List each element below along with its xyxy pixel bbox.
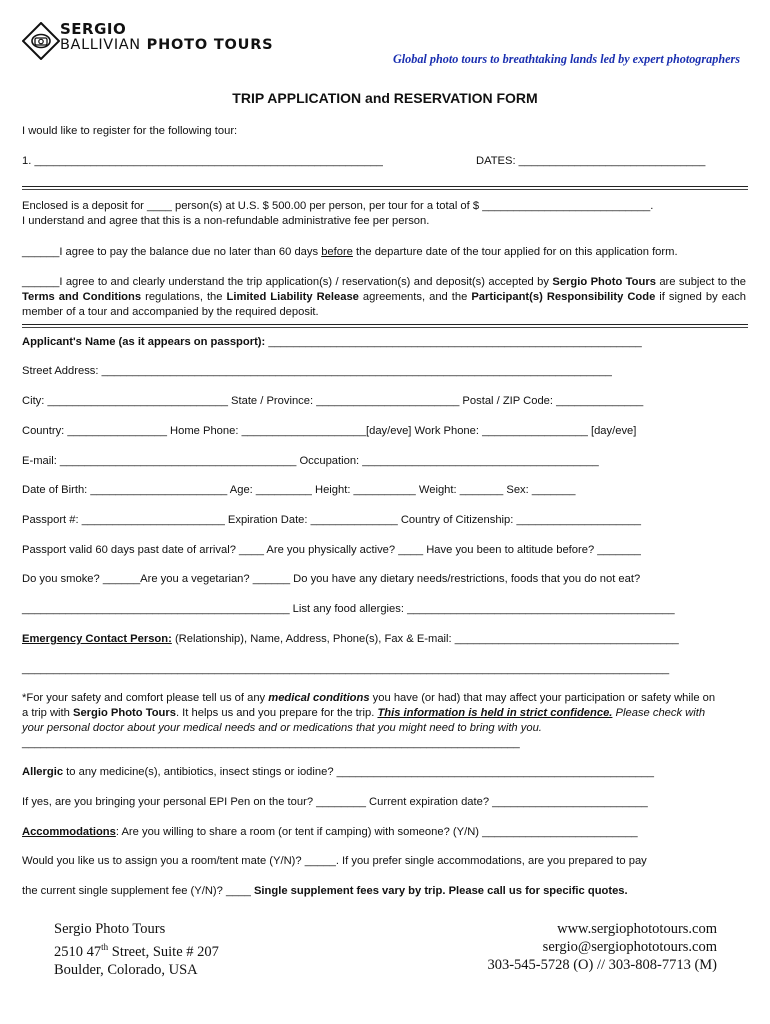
tagline: Global photo tours to breathtaking lands led by expert photographers [392,52,740,66]
passport-row[interactable]: Passport #: _______________________ Expiration Date: ______________ Country of Citizenship: ____________________ [22,514,641,526]
single-supplement-text[interactable]: the current single supplement fee (Y/N)? ____ [22,885,254,897]
emergency-contact-blank[interactable]: ________________________________________________________________________________________________________ [22,663,670,675]
divider [22,186,748,187]
accommodations-text[interactable]: : Are you willing to share a room (or tent if camping) with someone? (Y/N) _________________________ [115,826,638,838]
brand-photo-tours: PHOTO TOURS [146,37,274,53]
emergency-contact-row[interactable] [22,633,679,645]
footer-street-name: Street, Suite # 207 [108,943,219,960]
deposit-line[interactable]: Enclosed is a deposit for ____ person(s) at U.S. $ 500.00 per person, per tour for a total of $ ___________________________. [22,200,654,212]
single-supplement-note: Single supplement fees vary by trip. Please call us for specific quotes. [253,885,628,897]
city-state-zip-row[interactable]: City: _____________________________ State / Province: _______________________ Postal / ZIP Code: ______________ [22,395,644,407]
agree-terms-text: ______I agree to and clearly understand the trip application(s) / reservation(s) and deposit(s) accepted by [22,276,553,288]
emergency-contact-label: Emergency Contact Person: [22,633,172,645]
epi-pen-row[interactable]: If yes, are you bringing your personal EPI Pen on the tour? ________ Current expiration date? _________________________ [22,796,648,808]
divider [22,189,748,190]
footer-street [54,938,219,961]
allergic-text[interactable]: to any medicine(s), antibiotics, insect stings or iodine? ___________________________________________________ [63,766,654,778]
footer-city: Boulder, Colorado, USA [54,961,198,978]
company-name-bold: Sergio Photo Tours [552,276,656,288]
assign-roommate-row[interactable]: Would you like us to assign you a room/tent mate (Y/N)? _____. If you prefer single accommodations, are you prepared to pay [22,855,647,867]
footer-company: Sergio Photo Tours [54,921,166,937]
emergency-contact-text[interactable]: (Relationship), Name, Address, Phone(s), Fax & E-mail: ____________________________________ [171,633,679,645]
medical-advice-text: Please check with your personal doctor about your medical needs and or medications that you might need to bring with you. [22,707,706,734]
brand-surname: BALLIVIAN [60,37,141,53]
accommodations-row[interactable] [22,826,638,838]
intro-text: I would like to register for the following tour: [22,125,238,137]
passport-valid-row[interactable]: Passport valid 60 days past date of arrival? ____ Are you physically active? ____ Have you been to altitude before? _______ [22,544,641,556]
divider [22,324,748,325]
medical-text: *For your safety and comfort please tell us of any [22,692,269,704]
single-supplement-row[interactable] [22,885,628,897]
applicant-name-label: Applicant's Name (as it appears on passport): [22,336,266,348]
medical-conditions-bold: medical conditions [268,692,370,704]
allergic-label: Allergic [22,766,64,778]
footer-phones: 303-545-5728 (O) // 303-808-7713 (M) [487,957,717,973]
terms-conditions-bold: Terms and Conditions [22,291,142,303]
deposit-note: I understand and agree that this is a non-refundable administrative fee per person. [22,215,430,227]
footer-street-number: 2510 47 [54,943,102,960]
agree-terms-text: if signed by each member of a tour and accompanied by the required deposit. [22,291,746,318]
agree-balance-text-end: the departure date of the tour applied for on this application form. [352,246,678,258]
divider [22,327,748,328]
agree-terms-text: regulations, the [141,291,227,303]
company-name-bold: Sergio Photo Tours [72,707,176,719]
footer-contact [487,920,717,974]
confidential-notice: This information is held in strict confidence. [377,707,613,719]
agree-balance-paragraph [22,245,746,260]
agree-terms-text: are subject to the [655,276,747,288]
street-address-field[interactable]: Street Address: __________________________________________________________________________________ [22,365,612,377]
brand-name-line1: SERGIO [60,20,127,38]
footer-address [54,920,219,979]
medical-conditions-paragraph[interactable] [22,691,722,751]
footer-email[interactable]: sergio@sergiophototours.com [542,939,717,955]
dob-age-height-row[interactable]: Date of Birth: ______________________ Age: _________ Height: __________ Weight: _______ Sex: _______ [22,484,576,496]
food-allergies-row[interactable]: ___________________________________________ List any food allergies: ___________________________________________ [22,603,675,615]
agree-balance-before: before [321,246,353,258]
form-title: TRIP APPLICATION and RESERVATION FORM [232,90,538,106]
footer-street-suffix: th [101,942,109,952]
applicant-name-blank[interactable]: ____________________________________________________________ [265,336,642,348]
footer-website[interactable]: www.sergiophototours.com [557,921,717,937]
applicant-name-field[interactable] [22,336,642,348]
country-phone-row[interactable]: Country: ________________ Home Phone: ____________________[day/eve] Work Phone: _________________ [day/eve] [22,425,637,437]
smoke-vegetarian-row[interactable]: Do you smoke? ______Are you a vegetarian? ______ Do you have any dietary needs/restrictions, foods that you do not eat? [22,573,641,585]
allergic-row[interactable] [22,766,654,778]
tour-line[interactable]: 1. ________________________________________________________ [22,155,383,167]
medical-text: . It helps us and you prepare for the trip. [175,707,378,719]
liability-release-bold: Limited Liability Release [226,291,359,303]
medical-text: you have (or had) that may affect your participation or safety while on a trip with [22,692,716,719]
email-occupation-row[interactable]: E-mail: ______________________________________ Occupation: ______________________________________ [22,455,599,467]
camera-globe-logo-icon [22,22,60,60]
agree-balance-text: ______I agree to pay the balance due no later than 60 days [22,246,322,258]
agree-terms-text: agreements, and the [358,291,472,303]
dates-line[interactable]: DATES: ______________________________ [476,155,706,167]
medical-blank[interactable]: ________________________________________________________________________________ [22,737,520,749]
brand-name-line2 [60,37,273,53]
responsibility-code-bold: Participant(s) Responsibility Code [471,291,656,303]
agree-terms-paragraph [22,275,746,320]
accommodations-label: Accommodations [22,826,116,838]
